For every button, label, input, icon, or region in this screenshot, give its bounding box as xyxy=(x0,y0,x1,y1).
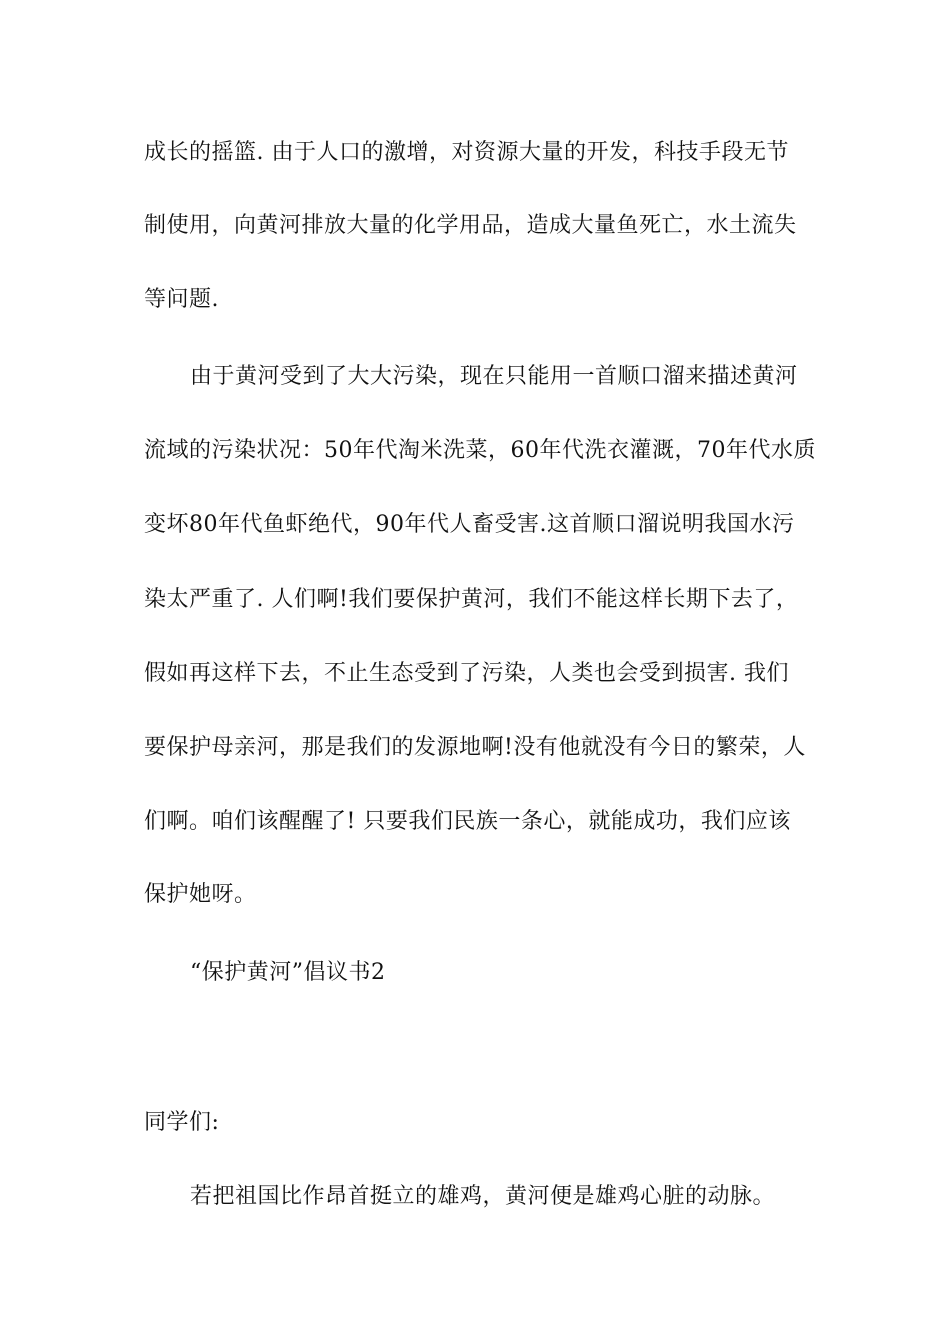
paragraph-first-line: 由于黄河受到了大大污染，现在只能用一首顺口溜来描述黄河 xyxy=(190,364,798,389)
section-title: “保护黄河”倡议书2 xyxy=(190,960,386,985)
paragraph-first-line: 若把祖国比作昂首挺立的雄鸡，黄河便是雄鸡心脏的动脉。 xyxy=(190,1184,776,1209)
text-line: 假如再这样下去，不止生态受到了污染，人类也会受到损害. 我们 xyxy=(144,661,789,686)
text-line: 要保护母亲河，那是我们的发源地啊!没有他就没有今日的繁荣，人 xyxy=(144,735,806,760)
text-line: 变坏80年代鱼虾绝代，90年代人畜受害.这首顺口溜说明我国水污 xyxy=(144,512,795,537)
text-line: 保护她呀。 xyxy=(144,882,257,907)
text-line: 们啊。咱们该醒醒了! 只要我们民族一条心，就能成功，我们应该 xyxy=(144,809,791,834)
text-line: 等问题. xyxy=(144,287,219,312)
text-line: 成长的摇篮. 由于人口的激增，对资源大量的开发，科技手段无节 xyxy=(144,140,789,165)
salutation: 同学们: xyxy=(144,1110,220,1135)
text-line: 流域的污染状况：50年代淘米洗菜，60年代洗衣灌溉，70年代水质 xyxy=(144,438,816,463)
text-line: 制使用，向黄河排放大量的化学用品，造成大量鱼死亡，水土流失 xyxy=(144,213,797,238)
text-line: 染太严重了. 人们啊!我们要保护黄河，我们不能这样长期下去了， xyxy=(144,587,799,612)
